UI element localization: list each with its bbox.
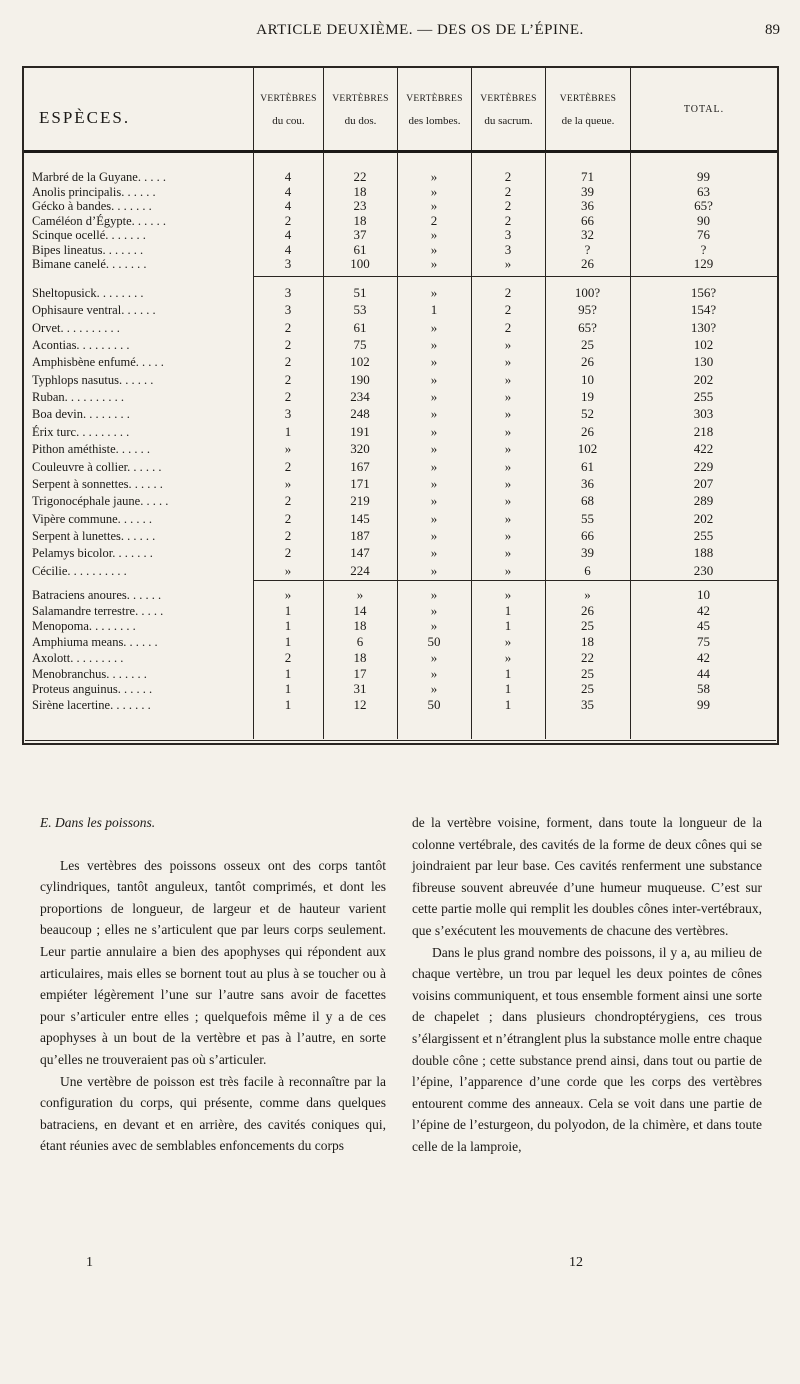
table-cell: 248 bbox=[350, 406, 370, 422]
table-cell: » bbox=[504, 562, 512, 578]
table-cell: 14 bbox=[353, 602, 367, 618]
table-cell: » bbox=[504, 389, 512, 405]
table-cell: 68 bbox=[581, 493, 594, 509]
table-cell: » bbox=[430, 285, 438, 300]
table-cell: 18 bbox=[353, 649, 367, 665]
column-header-bottom: de la queue. bbox=[561, 115, 615, 127]
table-cell: » bbox=[430, 602, 438, 618]
table-cell: 76 bbox=[697, 227, 710, 243]
table-cell: » bbox=[430, 545, 438, 561]
table-cell: 1 bbox=[284, 423, 292, 439]
table-cell: 2 bbox=[504, 198, 512, 214]
table-cell: 61 bbox=[353, 241, 367, 257]
column-header-top: TOTAL. bbox=[683, 104, 725, 115]
table-cell: 2 bbox=[504, 212, 512, 228]
table-row bbox=[24, 529, 777, 543]
table-cell: » bbox=[284, 441, 292, 457]
paragraph: Les vertèbres des poissons osseux ont des corps tantôt cylindriques, tantôt anguleux, tantôt comprimés, et dont les proportions de longueur, de largeur et de hauteur varient beaucoup ; elles ne s’articulent que par leurs corps seulement. Leur partie annulaire a bien des apophyses qui répondent aux articulaires, mais elles se bornent tout au plus à se toucher ou à empiéter légèrement l’une sur l’autre sans avoir de facettes pour s’articuler entre elles ; quelquefois même il y a de ces apophyses à un bout de la vertèbre et pas à l’autre, en sorte qu’elles ne trouveraient pas où s’articuler. bbox=[40, 857, 386, 1067]
table-cell: 18 bbox=[353, 183, 367, 199]
signature-mark-left: 1 bbox=[86, 1255, 93, 1270]
table-cell: 10 bbox=[581, 371, 594, 387]
table-cell: » bbox=[430, 458, 438, 474]
column-header-bottom: du dos. bbox=[344, 115, 377, 127]
species-name: Menobranchus. . . . . . . bbox=[32, 666, 147, 681]
table-cell: 3 bbox=[284, 256, 292, 272]
species-name: Axolott. . . . . . . . . bbox=[32, 650, 124, 665]
table-row bbox=[24, 512, 777, 526]
table-cell: 37 bbox=[353, 227, 367, 243]
table-cell: 53 bbox=[353, 302, 367, 318]
table-cell: 154? bbox=[690, 302, 717, 318]
table-cell: 51 bbox=[353, 285, 367, 300]
table-cell: 422 bbox=[693, 441, 714, 457]
table-row bbox=[24, 355, 777, 369]
table-cell: 19 bbox=[581, 389, 594, 405]
species-column-header bbox=[24, 68, 253, 150]
table-cell: 191 bbox=[350, 423, 370, 439]
table-cell: » bbox=[430, 587, 438, 602]
table-cell: 2 bbox=[284, 389, 292, 405]
table-cell: 1 bbox=[504, 665, 512, 681]
table-cell: 145 bbox=[350, 510, 370, 526]
table-cell: 36 bbox=[581, 475, 594, 491]
table-cell: 2 bbox=[504, 319, 512, 335]
species-name: Sheltopusick. . . . . . . . bbox=[32, 286, 144, 300]
table-cell: 65? bbox=[578, 319, 597, 335]
table-cell: 4 bbox=[284, 183, 292, 199]
table-cell: 234 bbox=[350, 389, 370, 405]
table-cell: 66 bbox=[581, 527, 594, 543]
species-name: Pithon améthiste. . . . . . bbox=[32, 442, 151, 457]
table-cell: 167 bbox=[350, 458, 370, 474]
table-cell: 303 bbox=[693, 406, 714, 422]
table-cell: 66 bbox=[581, 212, 594, 228]
table-cell: 171 bbox=[350, 475, 370, 491]
table-row bbox=[24, 682, 777, 696]
column-header bbox=[471, 68, 545, 150]
table-cell: » bbox=[430, 241, 438, 257]
table-cell: 156? bbox=[690, 285, 717, 300]
table-cell: » bbox=[430, 169, 438, 184]
paragraph: Dans le plus grand nombre des poissons, il y a, au milieu de chaque vertèbre, un trou par lequel les deux pointes de cônes voisins communiquent, et tous ensemble forment ainsi une sorte de chapelet ; dans plusieurs chondroptérygiens, ces trous s’élargissent et n’étranglent plus la substance molle entre chaque double cône ; cette substance prend ainsi, dans tout ou partie de l’épine, l’apparence d’une corde que les corps des vertèbres entourent comme des anneaux. Cela se voit dans une partie de l’épine de l’esturgeon, du polyodon, de la chimère, et dans toute celle de la lamproie, bbox=[412, 944, 762, 1154]
species-name: Typhlops nasutus. . . . . . bbox=[32, 372, 154, 387]
species-name: Proteus anguinus. . . . . . bbox=[32, 682, 153, 697]
table-cell: » bbox=[504, 649, 512, 665]
column-header-top: VERTÈBRES bbox=[559, 94, 617, 104]
table-cell: 26 bbox=[581, 423, 594, 439]
table-cell: » bbox=[584, 587, 591, 602]
table-cell: 32 bbox=[581, 227, 594, 243]
section-title: E. Dans les poissons. bbox=[40, 815, 156, 830]
table-cell: 50 bbox=[427, 696, 441, 712]
table-row bbox=[24, 546, 777, 560]
species-name: Marbré de la Guyane. . . . . bbox=[32, 170, 166, 184]
table-cell: » bbox=[430, 493, 438, 509]
table-cell: » bbox=[504, 493, 512, 509]
table-cell: 130 bbox=[693, 354, 714, 370]
table-cell: 218 bbox=[693, 423, 714, 439]
table-cell: » bbox=[430, 183, 438, 199]
table-cell: 202 bbox=[693, 510, 714, 526]
table-cell: 129 bbox=[693, 256, 714, 272]
table-cell: 224 bbox=[350, 562, 370, 578]
column-header bbox=[397, 68, 471, 150]
table-cell: 75 bbox=[697, 634, 710, 650]
table-cell: » bbox=[284, 587, 292, 602]
table-cell: » bbox=[504, 441, 512, 457]
table-cell: » bbox=[504, 587, 512, 602]
species-name: Acontias. . . . . . . . . bbox=[32, 338, 130, 353]
table-cell: 1 bbox=[284, 681, 292, 697]
column-header bbox=[323, 68, 397, 150]
table-cell: » bbox=[430, 618, 438, 634]
table-cell: 230 bbox=[693, 562, 714, 578]
table-cell: 190 bbox=[350, 371, 370, 387]
table-cell: » bbox=[430, 198, 438, 214]
table-cell: 10 bbox=[697, 587, 710, 602]
species-name: Trigonocéphale jaune. . . . . bbox=[32, 494, 169, 509]
table-cell: » bbox=[504, 423, 512, 439]
column-header-bottom: du cou. bbox=[272, 115, 305, 127]
table-cell: 100 bbox=[350, 256, 370, 272]
table-cell: 61 bbox=[581, 458, 594, 474]
table-cell: » bbox=[356, 587, 364, 602]
table-row bbox=[24, 228, 777, 242]
table-cell: 2 bbox=[284, 510, 292, 526]
table-cell: » bbox=[504, 527, 512, 543]
table-cell: 320 bbox=[350, 441, 370, 457]
table-cell: 207 bbox=[693, 475, 714, 491]
table-row bbox=[24, 303, 777, 317]
running-title: ARTICLE DEUXIÈME. — DES OS DE L’ÉPINE. bbox=[256, 22, 584, 38]
table-cell: » bbox=[504, 510, 512, 526]
table-cell: 2 bbox=[430, 212, 438, 228]
species-name: Salamandre terrestre. . . . . bbox=[32, 603, 164, 618]
table-cell: 130? bbox=[690, 319, 717, 335]
table-cell: » bbox=[430, 337, 438, 353]
table-cell: 25 bbox=[581, 681, 594, 697]
table-cell: 219 bbox=[350, 493, 370, 509]
species-name: Amphiuma means. . . . . . bbox=[32, 635, 158, 650]
species-name: Couleuvre à collier. . . . . . bbox=[32, 459, 162, 474]
table-cell: » bbox=[430, 389, 438, 405]
table-cell: » bbox=[430, 354, 438, 370]
table-cell: 26 bbox=[581, 354, 594, 370]
column-header-top: VERTÈBRES bbox=[332, 94, 389, 104]
table-row bbox=[24, 214, 777, 228]
table-cell: 23 bbox=[353, 198, 367, 214]
species-name: Bipes lineatus. . . . . . . bbox=[32, 242, 144, 257]
species-name: Caméléon d’Égypte. . . . . . bbox=[32, 213, 166, 228]
table-cell: » bbox=[284, 475, 292, 491]
table-cell: 90 bbox=[697, 212, 710, 228]
table-cell: » bbox=[430, 510, 438, 526]
signature-mark-right: 12 bbox=[569, 1255, 583, 1270]
table-cell: 25 bbox=[581, 337, 594, 353]
table-cell: 63 bbox=[697, 183, 710, 199]
table-cell: 1 bbox=[284, 696, 292, 712]
table-row bbox=[24, 588, 777, 602]
table-cell: 52 bbox=[581, 406, 594, 422]
table-cell: 2 bbox=[504, 169, 512, 184]
table-cell: 255 bbox=[693, 389, 714, 405]
table-cell: 17 bbox=[353, 665, 367, 681]
table-row bbox=[24, 635, 777, 649]
species-name: Sirène lacertine. . . . . . . bbox=[32, 697, 151, 712]
table-cell: 2 bbox=[284, 337, 292, 353]
table-cell: 147 bbox=[350, 545, 370, 561]
table-row bbox=[24, 286, 777, 300]
species-name: Bimane canelé. . . . . . . bbox=[32, 257, 147, 272]
table-cell: » bbox=[430, 665, 438, 681]
table-cell: 61 bbox=[353, 319, 367, 335]
table-row bbox=[24, 604, 777, 618]
page-header bbox=[60, 22, 780, 46]
table-cell: » bbox=[504, 337, 512, 353]
table-cell: 1 bbox=[284, 618, 292, 634]
table-cell: 18 bbox=[581, 634, 594, 650]
table-row bbox=[24, 338, 777, 352]
table-cell: » bbox=[504, 475, 512, 491]
species-name: Érix turc. . . . . . . . . bbox=[32, 424, 130, 439]
table-row bbox=[24, 185, 777, 199]
table-cell: 2 bbox=[284, 527, 292, 543]
paragraph: de la vertèbre voisine, forment, dans toute la longueur de la colonne vertébrale, des cavités de la forme de deux cônes qui se joindraient par leur base. Ces cavités renferment une substance fibreuse souvent abreuvée d’une humeur muqueuse. C’est sur cette partie molle qui remplit les doubles cônes inter-vertébraux, que s’exécutent les mouvements de chacune des vertèbres. bbox=[412, 815, 762, 938]
table-cell: 6 bbox=[356, 634, 364, 650]
column-header-bottom: des lombes. bbox=[408, 115, 461, 127]
table-cell: » bbox=[284, 562, 292, 578]
table-cell: 75 bbox=[353, 337, 367, 353]
table-row bbox=[24, 460, 777, 474]
table-cell: 1 bbox=[504, 618, 512, 634]
table-cell: » bbox=[504, 354, 512, 370]
species-name: Batraciens anoures. . . . . . bbox=[32, 588, 162, 602]
table-cell: 4 bbox=[284, 198, 292, 214]
table-cell: » bbox=[430, 319, 438, 335]
species-name: Cécilie. . . . . . . . . . bbox=[32, 563, 127, 578]
table-cell: 99 bbox=[697, 169, 710, 184]
table-row bbox=[24, 373, 777, 387]
table-row bbox=[24, 243, 777, 257]
species-name: Anolis principalis. . . . . . bbox=[32, 184, 156, 199]
table-cell: 2 bbox=[284, 649, 292, 665]
table-row bbox=[24, 407, 777, 421]
table-cell: 2 bbox=[504, 285, 512, 300]
table-cell: 1 bbox=[284, 665, 292, 681]
table-cell: 3 bbox=[504, 241, 512, 257]
column-header-bottom: du sacrum. bbox=[484, 115, 533, 127]
table-cell: 2 bbox=[504, 183, 512, 199]
table-cell: 1 bbox=[284, 634, 292, 650]
table-row bbox=[24, 170, 777, 184]
species-name: Menopoma. . . . . . . . bbox=[32, 619, 136, 634]
table-cell: » bbox=[430, 527, 438, 543]
species-name: Boa devin. . . . . . . . bbox=[32, 407, 130, 422]
species-name: Pelamys bicolor. . . . . . . bbox=[32, 546, 153, 561]
table-cell: » bbox=[504, 406, 512, 422]
species-name: Serpent à lunettes. . . . . . bbox=[32, 528, 156, 543]
table-cell: 1 bbox=[430, 302, 438, 318]
table-cell: ? bbox=[700, 241, 707, 257]
table-cell: 102 bbox=[693, 337, 714, 353]
table-cell: 2 bbox=[284, 493, 292, 509]
species-name: Amphisbène enfumé. . . . . bbox=[32, 355, 164, 370]
table-cell: 1 bbox=[504, 681, 512, 697]
table-cell: » bbox=[430, 256, 438, 272]
table-cell: » bbox=[430, 423, 438, 439]
species-name: Orvet. . . . . . . . . . bbox=[32, 320, 120, 335]
table-cell: » bbox=[430, 562, 438, 578]
table-cell: 25 bbox=[581, 665, 594, 681]
species-name: Scinque ocellé. . . . . . . bbox=[32, 228, 146, 243]
table-cell: 2 bbox=[284, 354, 292, 370]
table-cell: » bbox=[430, 475, 438, 491]
table-cell: 202 bbox=[693, 371, 714, 387]
table-cell: 65? bbox=[694, 198, 713, 214]
table-cell: » bbox=[504, 256, 512, 272]
column-header bbox=[253, 68, 323, 150]
table-row bbox=[24, 477, 777, 491]
table-cell: 1 bbox=[504, 602, 512, 618]
table-cell: 71 bbox=[581, 169, 594, 184]
text-column-left bbox=[40, 812, 386, 1157]
table-row bbox=[24, 494, 777, 508]
table-row bbox=[24, 199, 777, 213]
table-cell: » bbox=[430, 406, 438, 422]
table-cell: 42 bbox=[697, 649, 710, 665]
table-cell: 22 bbox=[353, 169, 367, 184]
table-cell: 3 bbox=[284, 302, 292, 318]
species-name: Ophisaure ventral. . . . . . bbox=[32, 303, 156, 318]
table-cell: 26 bbox=[581, 256, 594, 272]
table-cell: 18 bbox=[353, 618, 367, 634]
group-separator bbox=[253, 580, 777, 581]
species-name: Ruban. . . . . . . . . . bbox=[32, 390, 125, 405]
table-cell: 6 bbox=[584, 562, 591, 578]
table-cell: 2 bbox=[504, 302, 512, 318]
table-cell: 188 bbox=[693, 545, 714, 561]
table-cell: 55 bbox=[581, 510, 594, 526]
column-header bbox=[630, 68, 777, 150]
table-cell: 45 bbox=[697, 618, 710, 634]
table-cell: 95? bbox=[578, 302, 597, 318]
table-cell: 2 bbox=[284, 319, 292, 335]
table-row bbox=[24, 390, 777, 404]
table-row bbox=[24, 667, 777, 681]
column-header bbox=[545, 68, 630, 150]
table-cell: 2 bbox=[284, 212, 292, 228]
table-cell: 100? bbox=[574, 285, 601, 300]
table-cell: » bbox=[430, 441, 438, 457]
species-name: Vipère commune. . . . . . bbox=[32, 511, 153, 526]
table-cell: 3 bbox=[284, 285, 292, 300]
table-cell: 1 bbox=[504, 696, 512, 712]
table-cell: 22 bbox=[581, 649, 594, 665]
table-row bbox=[24, 425, 777, 439]
table-cell: 35 bbox=[581, 696, 594, 712]
table-cell: » bbox=[430, 649, 438, 665]
table-row bbox=[24, 564, 777, 578]
table-cell: 44 bbox=[697, 665, 710, 681]
table-cell: 255 bbox=[693, 527, 714, 543]
table-cell: 39 bbox=[581, 545, 594, 561]
table-row bbox=[24, 321, 777, 335]
table-row bbox=[24, 442, 777, 456]
table-cell: 58 bbox=[697, 681, 710, 697]
table-cell: 2 bbox=[284, 545, 292, 561]
table-cell: 187 bbox=[350, 527, 370, 543]
table-cell: 42 bbox=[697, 602, 710, 618]
text-column-right bbox=[412, 812, 762, 1158]
table-row bbox=[24, 698, 777, 712]
table-cell: 12 bbox=[353, 696, 367, 712]
table-cell: 50 bbox=[427, 634, 441, 650]
table-cell: 1 bbox=[284, 602, 292, 618]
table-cell: 18 bbox=[353, 212, 367, 228]
table-cell: 102 bbox=[577, 441, 598, 457]
table-cell: » bbox=[430, 681, 438, 697]
table-cell: 3 bbox=[504, 227, 512, 243]
column-header-top: VERTÈBRES bbox=[480, 94, 537, 104]
table-cell: 4 bbox=[284, 241, 292, 257]
table-cell: ? bbox=[584, 241, 591, 257]
table-cell: 25 bbox=[581, 618, 594, 634]
table-cell: 31 bbox=[353, 681, 367, 697]
table-cell: 102 bbox=[350, 354, 370, 370]
species-name: Serpent à sonnettes. . . . . . bbox=[32, 476, 163, 491]
table-cell: » bbox=[504, 634, 512, 650]
table-cell: » bbox=[430, 371, 438, 387]
column-header-top: VERTÈBRES bbox=[406, 94, 463, 104]
species-name: Gécko à bandes. . . . . . . bbox=[32, 199, 152, 214]
species-header-label: ESPÈCES. bbox=[39, 108, 131, 127]
group-separator bbox=[253, 276, 777, 277]
table-cell: 39 bbox=[581, 183, 594, 199]
table-cell: 229 bbox=[693, 458, 714, 474]
table-row bbox=[24, 257, 777, 271]
table-cell: 99 bbox=[697, 696, 710, 712]
table-cell: 2 bbox=[284, 458, 292, 474]
table-cell: 4 bbox=[284, 227, 292, 243]
table-cell: 4 bbox=[284, 169, 292, 184]
table-cell: 3 bbox=[284, 406, 292, 422]
paragraph: Une vertèbre de poisson est très facile à reconnaître par la configuration du corps, qui présente, comme dans quelques batraciens, en devant et en arrière, des cavités coniques qui, étant réunies avec de semblables enfoncements du corps bbox=[40, 1073, 386, 1154]
table-cell: 289 bbox=[693, 493, 714, 509]
table-row bbox=[24, 651, 777, 665]
table-cell: » bbox=[430, 227, 438, 243]
table-cell: » bbox=[504, 371, 512, 387]
table-cell: 36 bbox=[581, 198, 594, 214]
table-cell: 26 bbox=[581, 602, 594, 618]
page-number: 89 bbox=[765, 22, 780, 38]
table-cell: » bbox=[504, 458, 512, 474]
table-cell: » bbox=[504, 545, 512, 561]
table-header bbox=[24, 68, 777, 153]
table-cell: 2 bbox=[284, 371, 292, 387]
vertebrae-table bbox=[22, 66, 779, 745]
column-header-top: VERTÈBRES bbox=[260, 94, 317, 104]
table-row bbox=[24, 619, 777, 633]
